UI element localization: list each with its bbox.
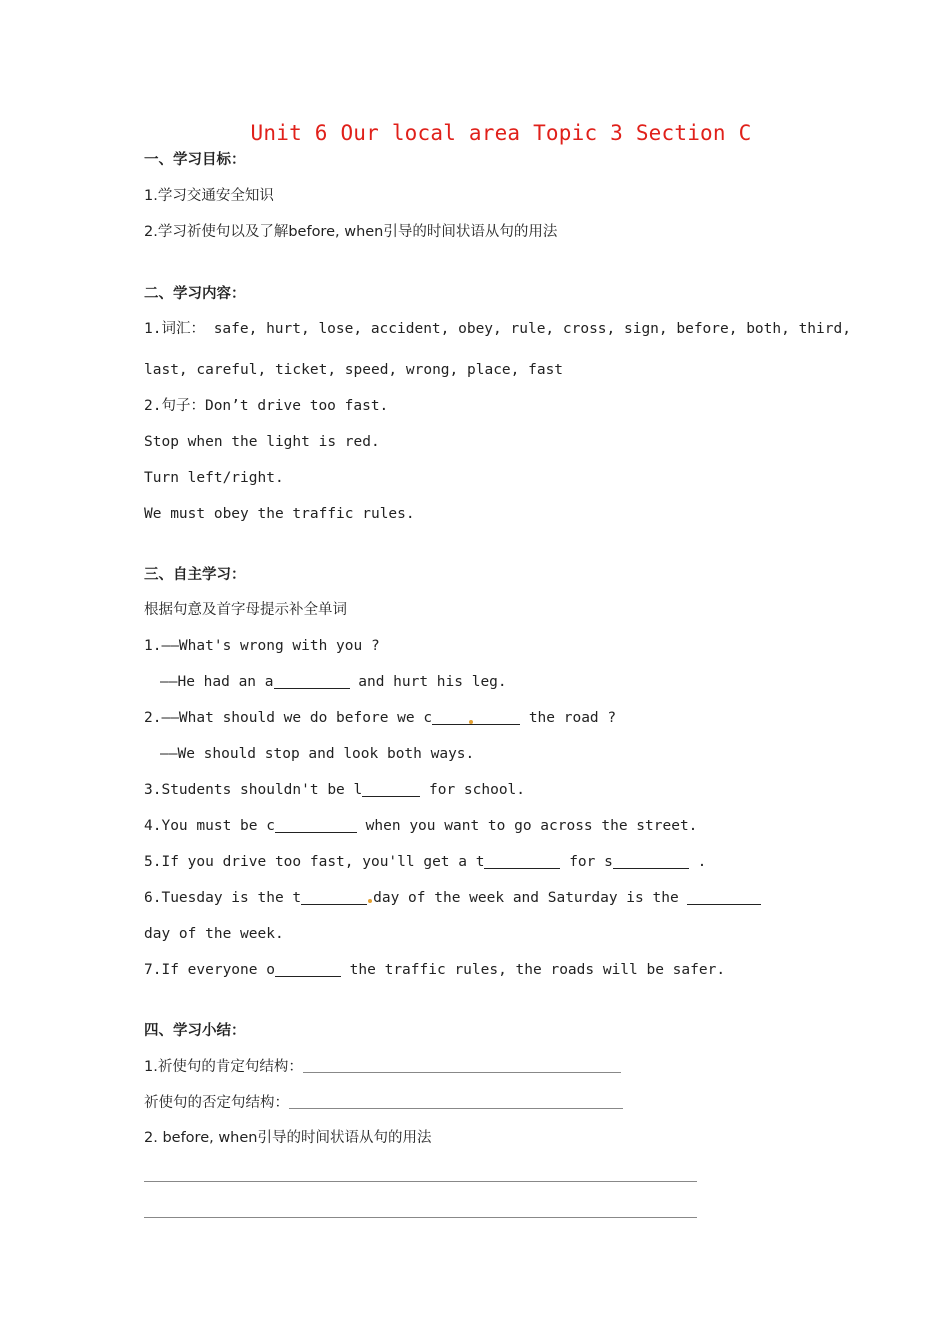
answer-blank[interactable] xyxy=(362,781,420,797)
answer-blank[interactable] xyxy=(274,673,350,689)
section3-heading: 三、自主学习： xyxy=(144,567,246,583)
summary-item-1b: 祈使句的否定句结构： xyxy=(144,1093,623,1113)
objective-item: 1.学习交通安全知识 xyxy=(144,188,274,204)
answer-line[interactable] xyxy=(144,1217,697,1218)
page-title: Unit 6 Our local area Topic 3 Section C xyxy=(250,121,752,145)
section4-heading: 四、学习小结： xyxy=(144,1023,246,1039)
question-2a: 2.——What should we do before we c the road ? xyxy=(144,710,617,726)
exercise-instruction: 根据句意及首字母提示补全单词 xyxy=(144,602,347,618)
answer-blank[interactable] xyxy=(275,961,341,977)
summary-item-2: 2. before, when引导的时间状语从句的用法 xyxy=(144,1130,432,1146)
answer-line[interactable] xyxy=(303,1060,621,1073)
answer-blank[interactable] xyxy=(275,817,357,833)
answer-blank[interactable] xyxy=(484,853,560,869)
question-2b: ——We should stop and look both ways. xyxy=(160,746,475,762)
answer-line[interactable] xyxy=(289,1096,623,1109)
answer-blank[interactable] xyxy=(613,853,689,869)
vocab-line-2: last, careful, ticket, speed, wrong, place, fast xyxy=(144,362,564,378)
question-4: 4.You must be c when you want to go across the street. xyxy=(144,818,698,834)
sentence-item: Stop when the light is red. xyxy=(144,434,380,450)
section1-heading: 一、学习目标： xyxy=(144,152,246,168)
vocab-line-1: 1.词汇： safe, hurt, lose, accident, obey, rule, cross, sign, before, both, third, xyxy=(144,321,851,337)
summary-item-1: 1.祈使句的肯定句结构： xyxy=(144,1057,621,1077)
marker-dot xyxy=(469,720,473,724)
question-1a: 1.——What's wrong with you ? xyxy=(144,638,380,654)
question-5: 5.If you drive too fast, you'll get a t for s . xyxy=(144,854,707,870)
marker-dot xyxy=(368,899,372,903)
objective-item: 2.学习祈使句以及了解before, when引导的时间状语从句的用法 xyxy=(144,224,558,240)
question-7: 7.If everyone o the traffic rules, the roads will be safer. xyxy=(144,962,726,978)
answer-blank[interactable] xyxy=(301,889,367,905)
answer-blank[interactable] xyxy=(687,889,761,905)
question-6b: day of the week. xyxy=(144,926,284,942)
sentences-label: 2.句子：Don’t drive too fast. xyxy=(144,398,389,414)
answer-blank[interactable] xyxy=(432,709,520,725)
section2-heading: 二、学习内容： xyxy=(144,286,246,302)
answer-line[interactable] xyxy=(144,1181,697,1182)
question-3: 3.Students shouldn't be l for school. xyxy=(144,782,526,798)
sentence-item: Turn left/right. xyxy=(144,470,284,486)
question-6: 6.Tuesday is the t day of the week and Saturday is the xyxy=(144,888,761,908)
sentence-item: We must obey the traffic rules. xyxy=(144,506,415,522)
question-1b: ——He had an a and hurt his leg. xyxy=(160,674,507,690)
